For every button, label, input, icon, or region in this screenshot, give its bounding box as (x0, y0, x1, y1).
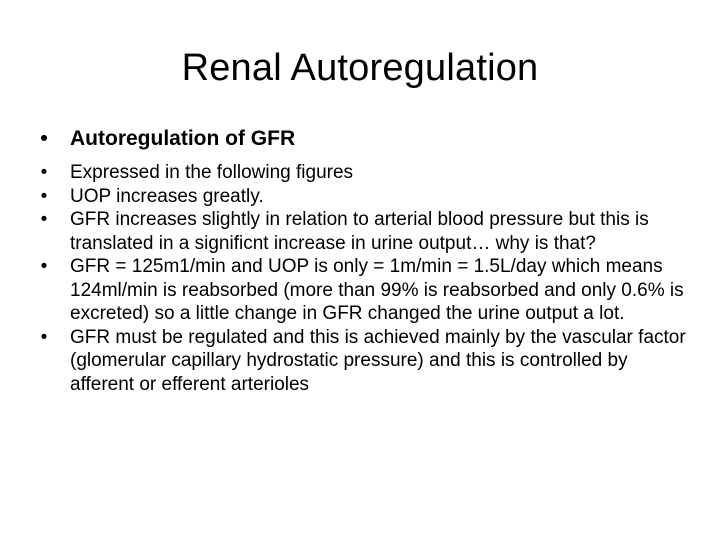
bullet-item (32, 326, 692, 397)
bullet-text: GFR = 125m1/min and UOP is only = 1m/min = 1.5L/day which means 124ml/min is reabsorbed (more than 99% is reabsorbed and only 0.6% is excreted) so a little change in GFR changed the urine output a lot. (70, 256, 684, 324)
bullet-list (32, 126, 692, 396)
bullet-dot: • (40, 256, 48, 277)
bullet-dot: • (40, 326, 48, 348)
bullet-item (32, 208, 692, 255)
bullet-dot: • (40, 162, 48, 183)
bullet-item (32, 185, 692, 209)
bullet-text: GFR increases slightly in relation to arterial blood pressure but this is translated in a significnt increase in urine output… why is that? (70, 209, 649, 254)
bullet-text: GFR must be regulated and this is achieved mainly by the vascular factor (glomerular capillary hydrostatic pressure) and this is controlled by afferent or efferent arterioles (70, 326, 686, 395)
bullet-dot: • (40, 185, 48, 207)
bullet-text: UOP increases greatly. (70, 185, 264, 207)
slide-title: Renal Autoregulation (181, 47, 539, 89)
bullet-dot: • (40, 209, 48, 230)
bullet-item (32, 161, 692, 185)
bullet-item-heading (32, 126, 692, 152)
bullet-text: Autoregulation of GFR (70, 127, 296, 150)
bullet-text: Expressed in the following figures (70, 162, 354, 183)
bullet-item (32, 255, 692, 326)
bullet-dot: • (40, 127, 48, 150)
